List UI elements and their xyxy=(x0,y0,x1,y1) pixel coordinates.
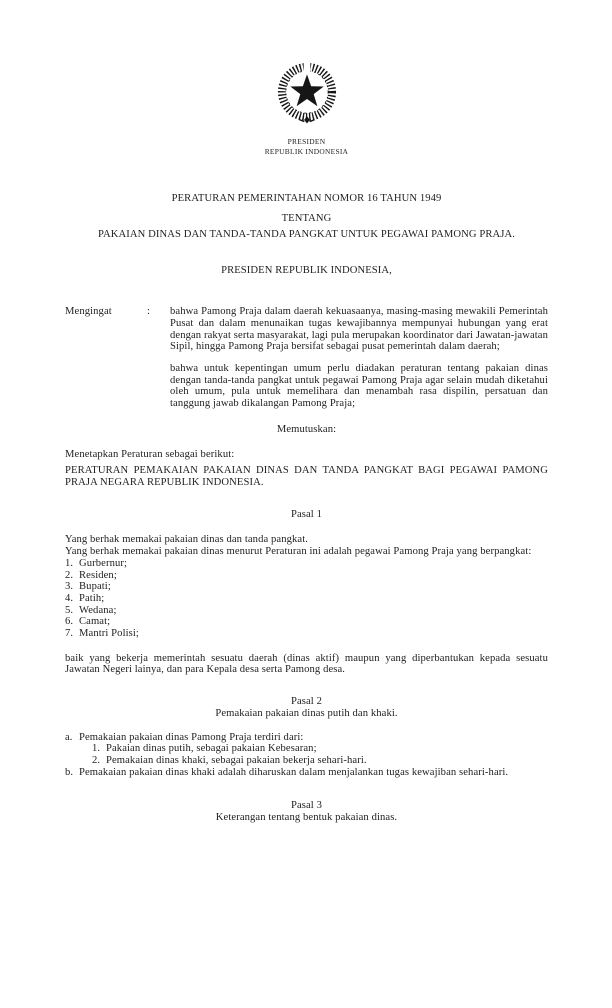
star-wreath-emblem-icon xyxy=(263,55,351,132)
rank-number: 2. xyxy=(65,569,74,581)
pasal-2-section xyxy=(65,732,548,779)
rank-item xyxy=(65,558,548,570)
rank-text: Gurbernur; xyxy=(79,557,128,569)
clause-item-a xyxy=(65,732,548,767)
clause-content xyxy=(79,732,548,767)
rank-item xyxy=(65,581,548,593)
rank-text: Mantri Polisi; xyxy=(79,628,139,640)
rank-number: 3. xyxy=(65,581,74,593)
decision-intro: Menetapkan Peraturan sebagai berikut: xyxy=(65,448,235,460)
considerations-label: Mengingat xyxy=(65,306,112,318)
pasal-2-heading: Pasal 2 xyxy=(290,696,322,708)
rank-text: Residen; xyxy=(79,569,117,581)
considerations-section xyxy=(65,306,548,410)
clause-label: a. xyxy=(65,731,73,743)
decision-body: PERATURAN PEMAKAIAN PAKAIAN DINAS DAN TANDA PANGKAT BAGI PEGAWAI PAMONG PRAJA NEGARA REPUBLIK INDONESIA. xyxy=(65,465,548,488)
rank-text: Patih; xyxy=(79,592,105,604)
pasal-1-intro: Yang berhak memakai pakaian dinas dan tanda pangkat. xyxy=(65,534,308,546)
rank-text: Bupati; xyxy=(79,581,111,593)
rank-list xyxy=(65,558,548,640)
consideration-paragraph: bahwa Pamong Praja dalam daerah kekuasaanya, masing-masing mewakili Pemerintah Pusat dan dalam menunaikan tugas kewajibannya mempunyai hubungan yang erat dengan rakyat serta masyarakat, lagi pula merupakan koordinator dari Jawatan-jawatan Sipil, hingga Pamong Praja bersifat sebagai pusat pemerintah dalam daerah; xyxy=(170,306,548,353)
subclause-item xyxy=(92,743,548,755)
star-icon xyxy=(290,74,323,106)
clause-item-b xyxy=(65,767,548,779)
rank-number: 5. xyxy=(65,604,74,616)
letterhead xyxy=(65,55,548,156)
title-block xyxy=(65,193,548,240)
regulation-tentang: TENTANG xyxy=(281,213,332,225)
considerations-paragraphs xyxy=(170,306,548,410)
rank-item xyxy=(65,593,548,605)
regulation-subject: PAKAIAN DINAS DAN TANDA-TANDA PANGKAT UNTUK PEGAWAI PAMONG PRAJA. xyxy=(97,228,516,240)
rank-item xyxy=(65,570,548,582)
rank-item xyxy=(65,616,548,628)
pasal-3-subheading: Keterangan tentang bentuk pakaian dinas. xyxy=(215,812,398,824)
rank-text: Camat; xyxy=(79,616,111,628)
rank-item xyxy=(65,628,548,640)
letterhead-org: PRESIDEN xyxy=(287,137,326,147)
decision-heading: Memutuskan: xyxy=(276,423,337,435)
rank-item xyxy=(65,605,548,617)
pasal-1-closing: baik yang bekerja memerintah sesuatu daerah (dinas aktif) maupun yang diperbantukan kepada sesuatu Jawatan Negeri lainya, dan para Kepala desa serta Pamong desa. xyxy=(65,652,548,676)
considerations-colon: : xyxy=(147,306,151,318)
subclause-text: Pakaian dinas putih, sebagai pakaian Kebesaran; xyxy=(106,743,317,755)
consideration-paragraph: bahwa untuk kepentingan umum perlu diadakan peraturan tentang pakaian dinas dengan tanda-tanda pangkat untuk pegawai Pamong Praja agar selain mudah diketahui oleh umum, pula untuk memelihara dan menambah rasa dispilin, persatuan dan tanggung jawab dikalangan Pamong Praja; xyxy=(170,363,548,410)
clause-text: Pemakaian pakaian dinas khaki adalah diharuskan dalam menjalankan tugas kewajiban sehari-hari. xyxy=(79,766,509,778)
pasal-3-section xyxy=(65,800,548,823)
rank-text: Wedana; xyxy=(79,604,117,616)
pasal-2-subheading: Pemakaian pakaian dinas putih dan khaki. xyxy=(215,707,398,719)
subclause-list xyxy=(92,743,548,766)
subclause-item xyxy=(92,755,548,767)
salutation: PRESIDEN REPUBLIK INDONESIA, xyxy=(221,264,392,276)
pasal-1-body: Yang berhak memakai pakaian dinas menurut Peraturan ini adalah pegawai Pamong Praja yang berpangkat: xyxy=(65,546,532,558)
subclause-number: 2. xyxy=(92,754,101,766)
clause-text: Pemakaian pakaian dinas Pamong Praja terdiri dari: xyxy=(79,731,304,743)
pasal-1-heading: Pasal 1 xyxy=(290,508,322,520)
subclause-text: Pemakaian dinas khaki, sebagai pakaian bekerja sehari-hari. xyxy=(106,754,367,766)
clause-label: b. xyxy=(65,766,74,778)
letterhead-country: REPUBLIK INDONESIA xyxy=(264,147,349,157)
rank-number: 4. xyxy=(65,592,74,604)
pasal-3-heading: Pasal 3 xyxy=(290,800,322,812)
rank-number: 7. xyxy=(65,628,74,640)
rank-number: 6. xyxy=(65,616,74,628)
subclause-number: 1. xyxy=(92,743,101,755)
regulation-title: PERATURAN PEMERINTAHAN NOMOR 16 TAHUN 1949 xyxy=(171,193,442,205)
pasal-1-section xyxy=(65,534,548,676)
rank-number: 1. xyxy=(65,557,74,569)
